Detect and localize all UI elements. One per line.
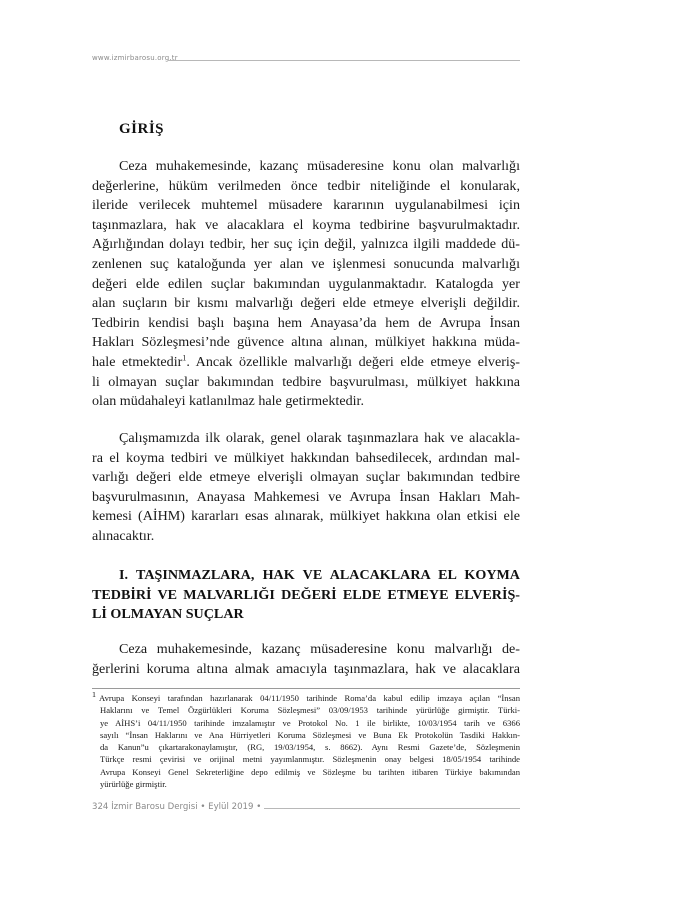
header-url[interactable]: www.izmirbarosu.org.tr [92,54,178,62]
paragraph-line: Ceza muhakemesinde, kazanç müsaderesine konu malvarlığı de- [119,641,520,657]
paragraph-line: Hakları Sözleşmesi’nde güvence altına alınan, mülkiyet hakkına müda- [92,334,520,351]
paragraph-line: Tedbirin kendisi başlı başına hem Anayasa’da hem de Avrupa İnsan [92,314,520,331]
paragraph-line: ra el koyma tedbiri ve mülkiyet hakkından bahsedilecek, ardından mal- [92,449,520,466]
paragraph-line: olan müdahaleyi katlanılmaz hale getirmektedir. [92,393,364,410]
paragraph-introduction [92,157,520,412]
footnote-line: da Kanun”u çıkartarakonaylamıştır, (RG, 19/03/1954, s. 8662). Aynı Resmi Gazete’de, Sözleşmenin [100,742,520,753]
heading-line: Lİ OLMAYAN SUÇLAR [92,606,244,623]
paragraph-section-1 [92,640,520,679]
paragraph-line: varlığı değeri elde etmeye elverişli olmayan suçlar bakımından tedbire [92,469,520,486]
footnote-line: ye AİHS’i 04/11/1950 tarihinde imzalamıştır ve Protokol No. 1 ile birlikte, 10/03/1954 tarih ve 6366 [100,717,520,728]
footnote-text: Avrupa Konseyi tarafından hazırlanarak 04/11/1950 tarihinde Roma’da kabul edilip imzaya açılan “İnsan [99,693,520,703]
footnote-line: Haklarını ve Temel Özgürlükleri Koruma Sözleşmesi” 03/09/1953 tarihinde yürürlüğe girmiştir. Türki- [100,705,520,716]
footnote-line: yürürlüğe girmiştir. [100,779,167,790]
paragraph-scope [92,429,520,547]
paragraph-line: ileride verilecek muhtemel müsadere kararının uygulanabilmesi için [92,197,520,214]
paragraph-line-with-footnote [92,353,520,373]
paragraph-line: değerlerine, hüküm verilmeden önce tedbir niteliğinde el konularak, [92,177,520,194]
paragraph-line: taşınmazlara, hak ve alacaklara el koyma tedbirine başvurulmaktadır. [92,216,520,233]
section-title: GİRİŞ [119,121,165,137]
footnote-line: sayılı “İnsan Haklarını ve Ana Hürriyetleri Koruma Sözleşmesi ve Buna Ek Protokolün Tasdiki Hakkın- [100,729,520,740]
paragraph-line: başvurulmasının, Anayasa Mahkemesi ve Avrupa İnsan Hakları Mah- [92,488,520,505]
footnote-mark: 1 [92,692,96,700]
footnote-line: Türkçe resmi çevirisi ve orijinal metni yayımlanmıştır. Sözleşmenin onay belgesi 18/05/1954 tarihinde [100,754,520,765]
footnote-1 [92,692,520,790]
paragraph-line: değeri elde edilen suçlar bakımından uygulanmaktadır. Katalogda yer [92,275,520,292]
footnote-reference-1[interactable]: 1 [182,353,187,363]
page-footer: 324 İzmir Barosu Dergisi • Eylül 2019 • [92,802,262,812]
heading-line: TEDBİRİ VE MALVARLIĞI DEĞERİ ELDE ETMEYE ELVERİŞ- [92,586,520,603]
paragraph-line: ğerlerini koruma altına almak amacıyla taşınmazlara, hak ve alacaklara [92,660,520,677]
heading-line: I. TAŞINMAZLARA, HAK VE ALACAKLARA EL KOYMA [119,567,520,583]
paragraph-line: Çalışmamızda ilk olarak, genel olarak taşınmazlara hak ve alacakla- [119,430,520,446]
paragraph-line: li olmayan suçlar bakımından tedbire başvurulması, mülkiyet hakkına [92,373,520,390]
section-heading-1 [92,566,520,625]
paragraph-line: kemesi (AİHM) kararları esas alınarak, mülkiyet hakkına olan etkisi ele [92,508,520,525]
footnote-line [92,692,520,704]
paragraph-line: Ağırlığından dolayı tedbir, her suç için değil, yalnızca ilgili maddede dü- [92,236,520,253]
text-after-footnote: . Ancak özellikle malvarlığı değeri elde etmeye elveriş- [186,353,520,370]
paragraph-line: zenlenen suç kataloğunda yer alan ve işlenmesi sonucunda malvarlığı [92,255,520,272]
header-divider [168,60,520,61]
footnote-divider [92,688,520,689]
paragraph-line: Ceza muhakemesinde, kazanç müsaderesine konu olan malvarlığı [119,158,520,174]
footer-divider [264,808,520,809]
text-before-footnote: hale etmektedir [92,353,183,370]
paragraph-line: alan suçların bir kısmı malvarlığı değeri elde etmeye elverişli değildir. [92,295,520,312]
paragraph-line: alınacaktır. [92,527,155,544]
footnote-line: Avrupa Konseyi Genel Sekreterliğine depo edilmiş ve Sözleşme bu tarihten itibaren Türkiye bakımından [100,766,520,777]
